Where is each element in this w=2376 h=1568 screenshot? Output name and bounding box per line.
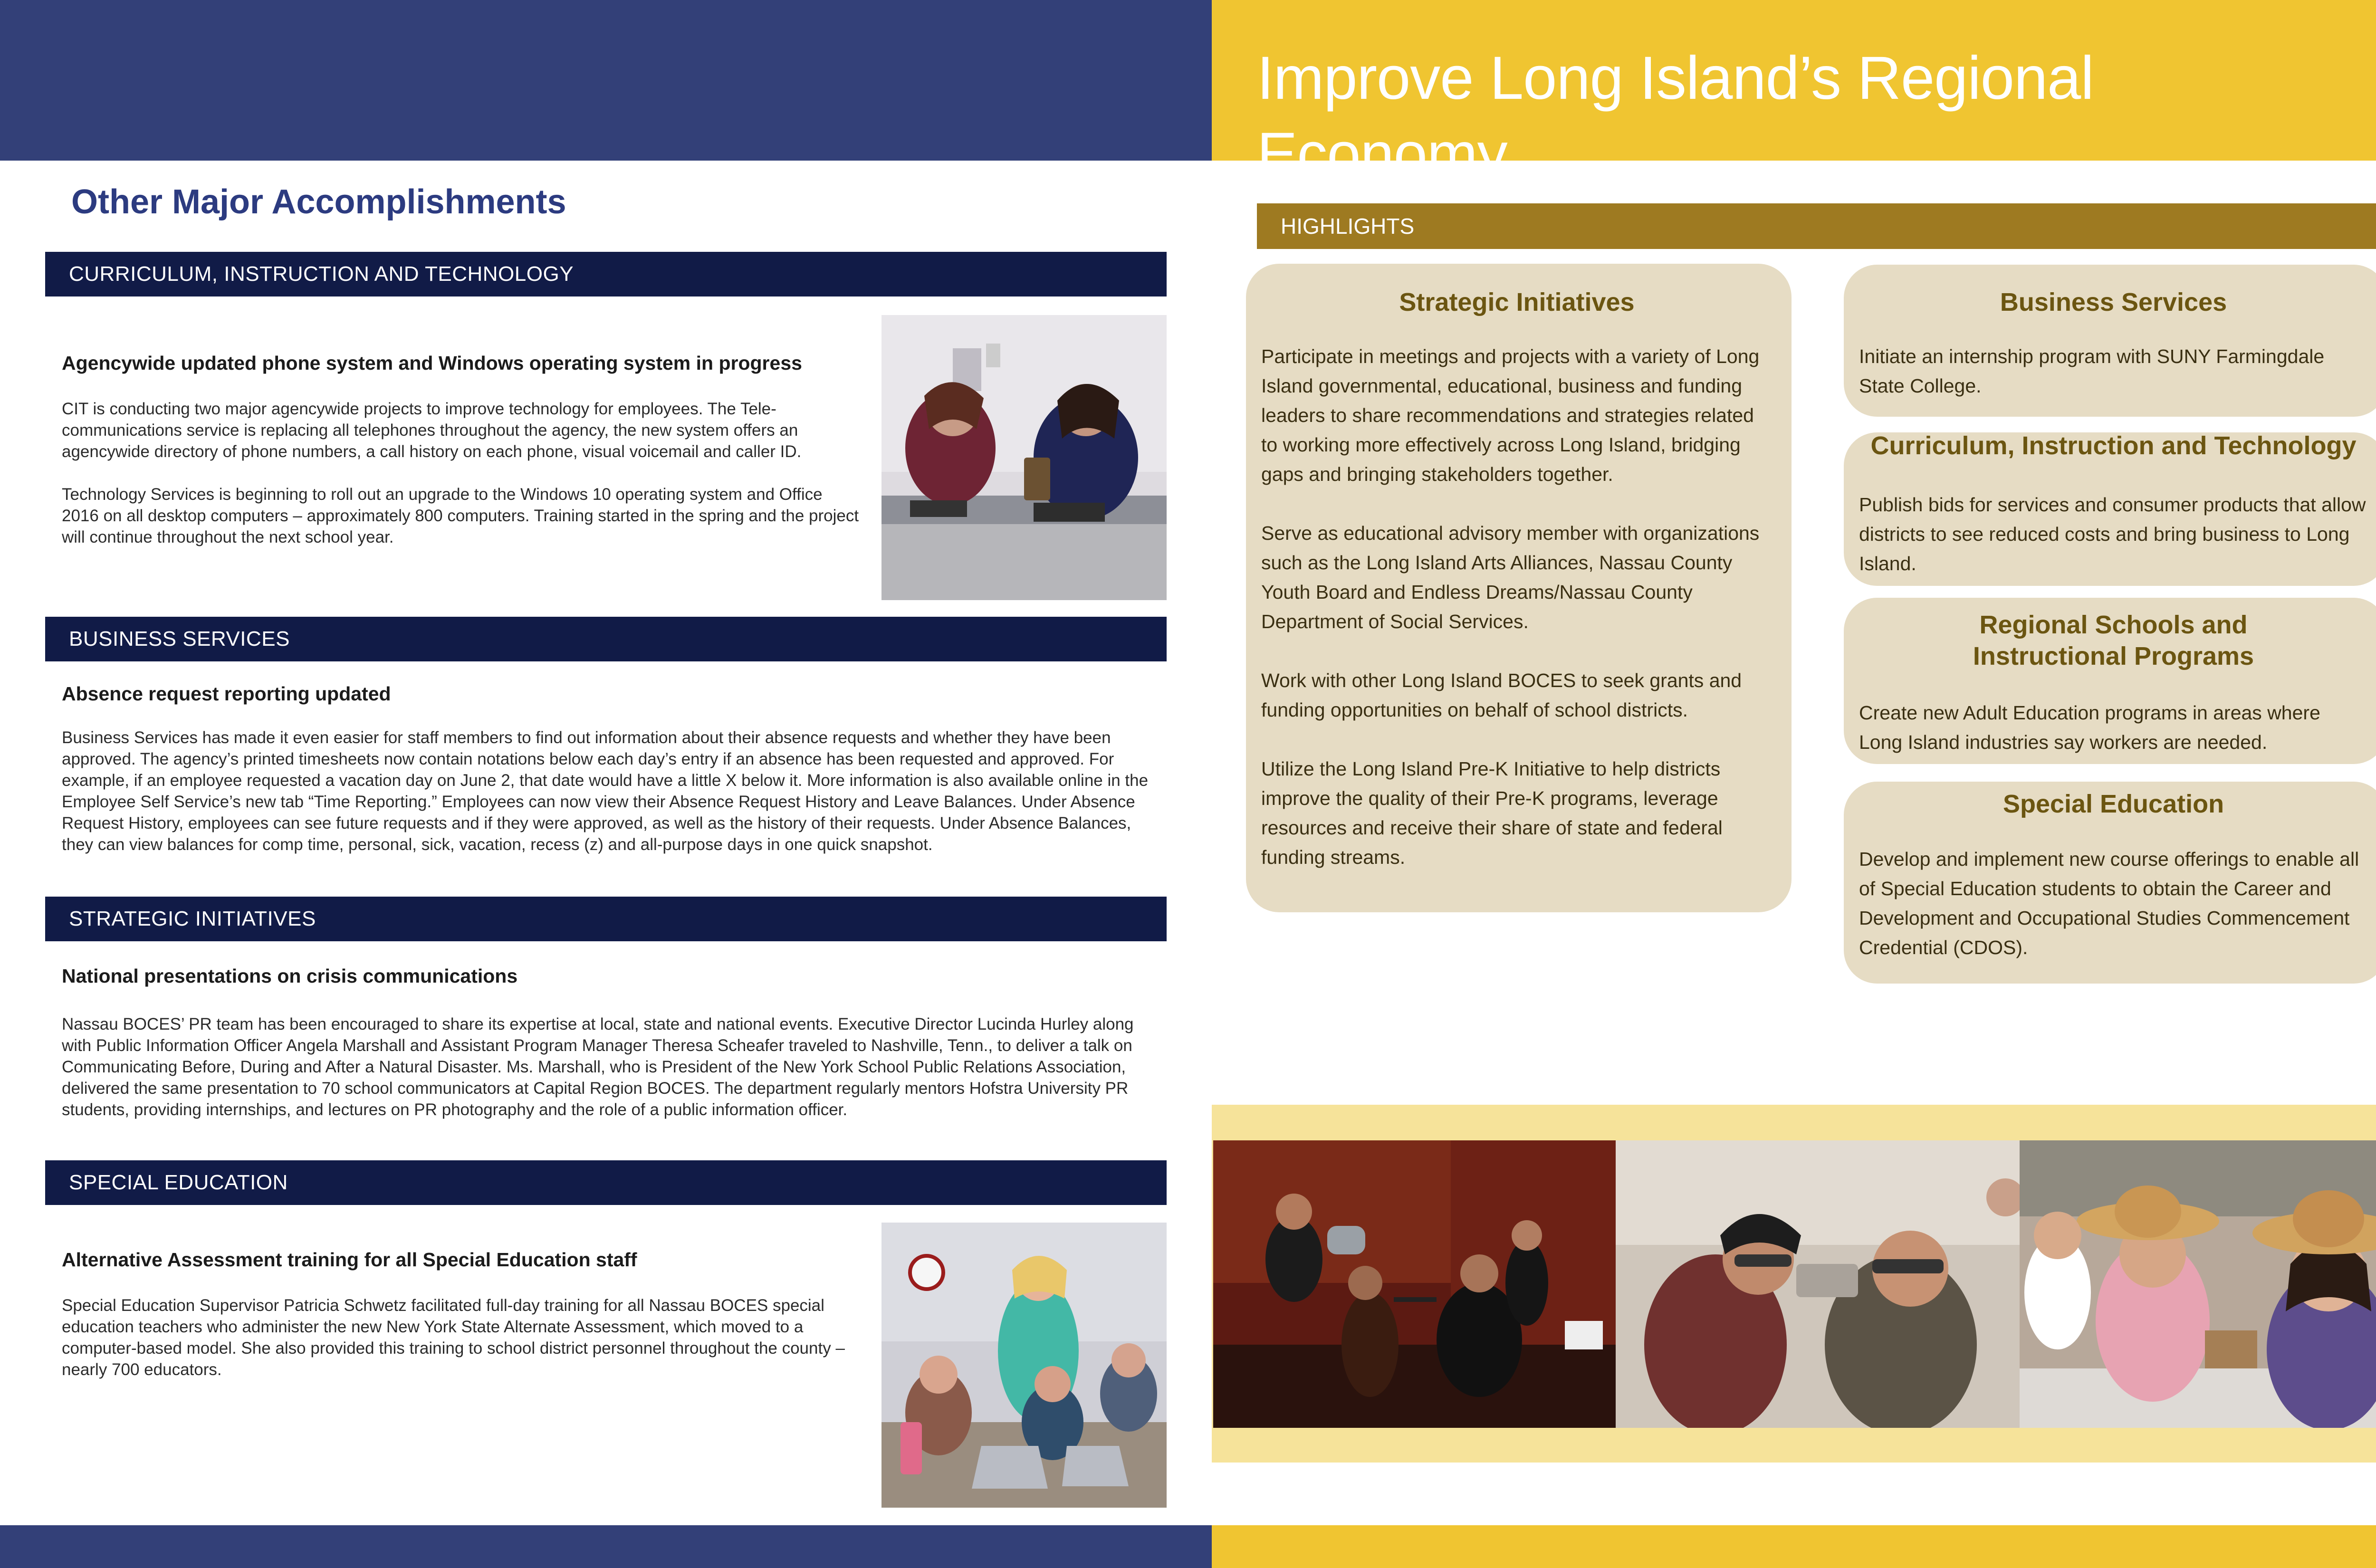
card-special-education <box>1844 782 2376 984</box>
card-curriculum-instruction-technology <box>1844 432 2376 586</box>
card-body: Create new Adult Education programs in areas where Long Island industries say workers are needed. <box>1859 702 2320 753</box>
music-performance-image <box>1213 1140 1616 1428</box>
music-performance-photo <box>1213 1140 1616 1428</box>
children-hats-image <box>2020 1140 2376 1428</box>
card-title: Strategic Initiatives <box>1399 288 1635 316</box>
card-strategic-initiatives <box>1246 264 1792 912</box>
lab-students-photo <box>1616 1140 2020 1428</box>
phone-staff-photo <box>881 315 1167 600</box>
card-title: Regional Schools and Instructional Programs <box>1973 611 2254 670</box>
paragraph: CIT is conducting two major agencywide projects to improve technology for employees. The Tele-communications service is replacing all telephones throughout the agency, the new system offers an agencywide directory of phone numbers, a call history on each phone, visual voicemail and caller ID. <box>62 400 802 461</box>
card-title: Special Education <box>2002 790 2224 818</box>
paragraph: Utilize the Long Island Pre-K Initiative to help districts improve the quality of their Pre-K programs, leverage resources and receive their share of state and federal funding streams. <box>1261 758 1723 868</box>
paragraph: Special Education Supervisor Patricia Schwetz facilitated full-day training for all Nassau BOCES special education teachers who administer the new New York State Alternate Assessment, which moved to a computer-based model. She also provided this training to school district personnel throughout the county – nearly 700 educators. <box>62 1296 845 1379</box>
card-body: Publish bids for services and consumer products that allow districts to see reduced costs and bring business to Long Island. <box>1859 494 2366 574</box>
card-body <box>1261 342 1772 872</box>
section-bar-special-ed: SPECIAL EDUCATION <box>45 1160 1167 1205</box>
card-title: Business Services <box>2000 288 2227 316</box>
article-title-special-ed: Alternative Assessment training for all Special Education staff <box>62 1249 637 1271</box>
card-title: Curriculum, Instruction and Technology <box>1870 431 2357 460</box>
bottom-left-band <box>0 1525 1212 1568</box>
article-body-special-ed <box>62 1295 860 1402</box>
phone-staff-image <box>881 315 1167 600</box>
paragraph: Participate in meetings and projects with a variety of Long Island governmental, educational, business and funding leaders to share recommendations and strategies related to working more effectively across Long Island, bridging gaps and bringing stakeholders together. <box>1261 345 1760 485</box>
section-bar-cit: CURRICULUM, INSTRUCTION AND TECHNOLOGY <box>45 252 1167 296</box>
paragraph: Nassau BOCES’ PR team has been encouraged to share its expertise at local, state and national events. Executive Director Lucinda Hurley along with Public Information Officer Angela Marshall and Assistant Program Manager Theresa Scheafer traveled to Nashville, Tenn., to deliver a talk on Communicating Before, During and After a Natural Disaster. Ms. Marshall, who is President of the New York School Public Relations Association, delivered the same presentation to 70 school communicators at Capital Region BOCES. The department regularly mentors Hofstra University PR students, providing internships, and lectures on PR photography and the role of a public information officer. <box>62 1015 1134 1119</box>
paragraph: Technology Services is beginning to roll out an upgrade to the Windows 10 operating system and Office 2016 on all desktop computers – approximately 800 computers. Training started in the spring and the project will continue throughout the next school year. <box>62 485 859 546</box>
section-bar-business: BUSINESS SERVICES <box>45 617 1167 661</box>
card-body: Initiate an internship program with SUNY Farmingdale State College. <box>1859 345 2325 397</box>
article-body-cit <box>62 398 860 569</box>
card-business-services <box>1844 265 2376 417</box>
training-image <box>881 1223 1167 1508</box>
bottom-right-band <box>1212 1525 2376 1568</box>
children-hats-photo <box>2020 1140 2376 1428</box>
article-title-strategic: National presentations on crisis communications <box>62 965 518 987</box>
article-body-strategic <box>62 1013 1155 1142</box>
lab-students-image <box>1616 1140 2020 1428</box>
section-heading: Other Major Accomplishments <box>71 183 566 221</box>
section-bar-strategic: STRATEGIC INITIATIVES <box>45 897 1167 941</box>
article-title-business: Absence request reporting updated <box>62 683 391 705</box>
paragraph: Serve as educational advisory member with organizations such as the Long Island Arts Alliances, Nassau County Youth Board and Endless Dreams/Nassau County Department of Social Services. <box>1261 522 1760 632</box>
paragraph: Business Services has made it even easier for staff members to find out information about their absence requests and whether they have been approved. The agency’s printed timesheets now contain notations below each day’s entry if an absence has been requested and approved. For example, if an employee requested a vacation day on June 2, that date would have a little X below it. More information is also available online in the Employee Self Service’s new tab “Time Reporting.” Employees can now view their Absence Request History and Leave Balances. Under Absence Request History, employees can see future requests and if they were approved, as well as the history of their requests. Under Absence Balances, they can view balances for comp time, personal, sick, vacation, recess (z) and all-purpose days in one quick snapshot. <box>62 728 1149 854</box>
highlights-bar: HIGHLIGHTS <box>1257 203 2376 249</box>
card-regional-schools <box>1844 598 2376 764</box>
paragraph: Work with other Long Island BOCES to seek grants and funding opportunities on behalf of school districts. <box>1261 669 1742 721</box>
article-body-business <box>62 727 1155 877</box>
card-body: Develop and implement new course offerings to enable all of Special Education students to obtain the Career and Development and Occupational Studies Commencement Credential (CDOS). <box>1859 848 2359 958</box>
top-left-band <box>0 0 1212 161</box>
article-title-cit: Agencywide updated phone system and Windows operating system in progress <box>62 352 802 374</box>
page-title: Improve Long Island’s Regional Economy <box>1257 44 2094 188</box>
training-photo <box>881 1223 1167 1508</box>
